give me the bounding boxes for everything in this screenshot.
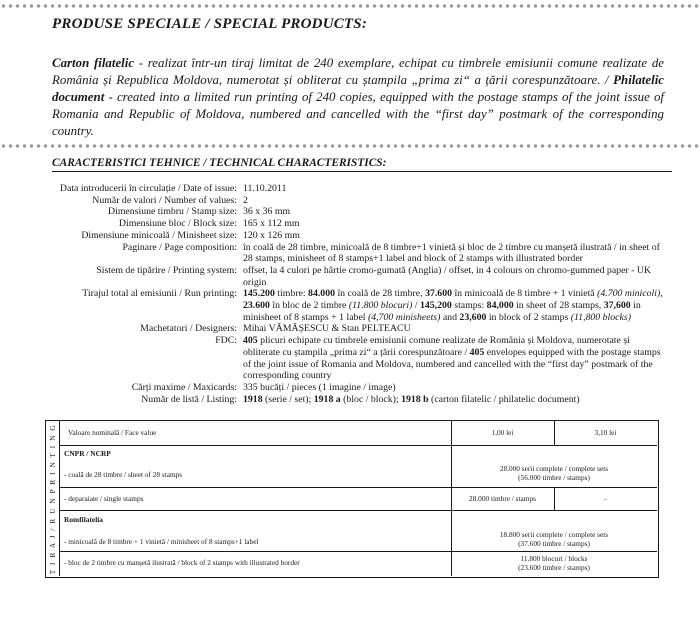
spec-issue-date xyxy=(0,183,700,195)
spec-value: 1918 (serie / set); 1918 a (bloc / block); 1918 b (carton filatelic / philatelic document) xyxy=(243,393,580,405)
spec-fdc xyxy=(0,335,700,382)
spec-value: 145.200 timbre: 84.000 în coală de 28 timbre, 37.600 în minicoală de 8 timbre + 1 vinietă (4.700 minicoli), 23.600 în bloc de 2 timbre (11.800 blocuri) / 145,200 stamps: 84,000 in sheet of 28 stamps, 37,600 in minisheet of 8 stamps + 1 label (4,700 minisheets) and 23,600 in block of 2 stamps (11,800 blocks) xyxy=(243,288,663,323)
sheet-value: 28.000 serii complete / complete sets (56.000 timbre / stamps) xyxy=(499,464,609,482)
spec-label: FDC: xyxy=(215,335,237,347)
spec-label: Sistem de tipărire / Printing system: xyxy=(96,264,237,276)
sheet-label: - coală de 28 timbre / sheet of 28 stamps xyxy=(64,470,183,479)
row-divider xyxy=(59,510,657,511)
spec-value: 120 x 126 mm xyxy=(243,229,300,241)
spec-value: 335 bucăți / pieces (1 imagine / image) xyxy=(243,381,396,393)
spec-label: Data introducerii în circulație / Date of issue: xyxy=(59,183,237,194)
group-romfilatelia: Romfilatelia xyxy=(64,515,103,524)
spec-minisheet-size xyxy=(0,230,700,242)
single-label: - deparaiate / single stamps xyxy=(64,494,144,503)
spec-value: offset, la 4 culori pe hârtie cromo-gumată (Anglia) / offset, in 4 colours on chromo-gummed paper - UK origin xyxy=(243,264,651,288)
spec-label: Machetatori / Designers: xyxy=(140,323,237,335)
spec-label: Cărți maxime / Maxicards: xyxy=(131,381,237,393)
spec-designers xyxy=(0,323,700,335)
run-printing-table xyxy=(45,420,659,578)
ro-text: - realizat într-un tiraj limitat de 240 exemplare, echipat cu timbrele emisiunii comune realizate de România și Republica Moldova, numerotat și obliterat cu ștampila „prima zi“ a țării corespunzătoare. / xyxy=(52,56,664,87)
spec-label: Paginare / Page composition: xyxy=(122,241,237,253)
face-value-label: Valoare nominală / Face value xyxy=(68,428,157,437)
row-divider xyxy=(59,445,657,446)
row-divider xyxy=(59,487,657,488)
spec-composition xyxy=(0,242,700,265)
middle-dotted-divider xyxy=(0,143,700,149)
spec-label: Număr de listă / Listing: xyxy=(141,393,237,405)
spec-label: Dimensiune minicoală / Minisheet size: xyxy=(81,229,237,241)
single-value-2: - xyxy=(604,494,607,503)
spec-printing xyxy=(0,265,700,288)
spec-values xyxy=(0,195,700,207)
minisheet-label: - minicoală de 8 timbre + 1 vinietă / minisheet of 8 stamps+1 label xyxy=(64,537,259,546)
spec-value: Mihai VĂMĂȘESCU & Stan PELTEACU xyxy=(243,323,411,335)
block-label: - bloc de 2 timbre cu manșetă ilustrată / block of 2 stamps with illustrated border xyxy=(64,558,300,567)
spec-label: Dimensiune bloc / Block size: xyxy=(118,218,237,230)
top-dotted-divider xyxy=(0,3,700,9)
en-text: - created into a limited run printing of 240 copies, equipped with the postage stamps of the joint issue of Romania and Republic of Moldova, numbered and cancelled with the “first day” postmark of the corresponding country. xyxy=(52,90,664,138)
spec-listing xyxy=(0,394,700,406)
spec-label: Tirajul total al emisiunii / Run printing: xyxy=(82,288,237,300)
en-term: Philatelic document xyxy=(52,73,664,104)
spec-block-size xyxy=(0,218,700,230)
ro-term: Carton filatelic xyxy=(52,56,135,70)
spec-value: 2 xyxy=(243,194,248,206)
block-value: 11.800 blocuri / blocks (23.600 timbre / stamps) xyxy=(518,554,590,572)
technical-heading: CARACTERISTICI TEHNICE / TECHNICAL CHARACTERISTICS: xyxy=(52,157,672,172)
spec-run-printing xyxy=(0,288,700,323)
special-products-heading: PRODUSE SPECIALE / SPECIAL PRODUCTS: xyxy=(52,16,368,32)
minisheet-value: 18.800 serii complete / complete sets (37.600 timbre / stamps) xyxy=(499,530,609,548)
group-cnpr: CNPR / NCRP xyxy=(64,449,111,458)
spec-value: 405 plicuri echipate cu timbrele emisiunii comune realizate de România și Moldova, numerotate și obliterate cu ștampila „prima zi“ a țării corespunzătoare / 405 envelopes equipped with the postage stamps of the joint issue of Romania and Moldova, numbered and cancelled with the “first day” postmark of the corresponding country xyxy=(243,335,661,382)
spec-label: Dimensiune timbru / Stamp size: xyxy=(108,206,237,218)
row-divider xyxy=(59,551,657,552)
face-value-2: 3,10 lei xyxy=(594,428,617,437)
single-value: 28.000 timbre / stamps xyxy=(469,494,536,503)
special-products-text xyxy=(52,55,664,140)
spec-value: în coală de 28 timbre, minicoală de 8 timbre+1 vinietă și bloc de 2 timbre cu manșetă ilustrată / in sheet of 28 stamps, minisheet of 8 stamps+1 label and block of 2 stamps with illustrated border xyxy=(243,241,660,265)
spec-stamp-size xyxy=(0,206,700,218)
spec-value: 11.10.2011 xyxy=(243,183,287,194)
spec-label: Număr de valori / Number of values: xyxy=(92,194,237,206)
spec-value: 165 x 112 mm xyxy=(243,218,300,230)
technical-specs xyxy=(0,183,700,405)
run-printing-side-label: T I R A J / R U N P R I N T I N G xyxy=(46,421,60,576)
spec-value: 36 x 36 mm xyxy=(243,206,291,218)
face-value-1: 1,00 lei xyxy=(491,428,514,437)
spec-maxicards xyxy=(0,382,700,394)
